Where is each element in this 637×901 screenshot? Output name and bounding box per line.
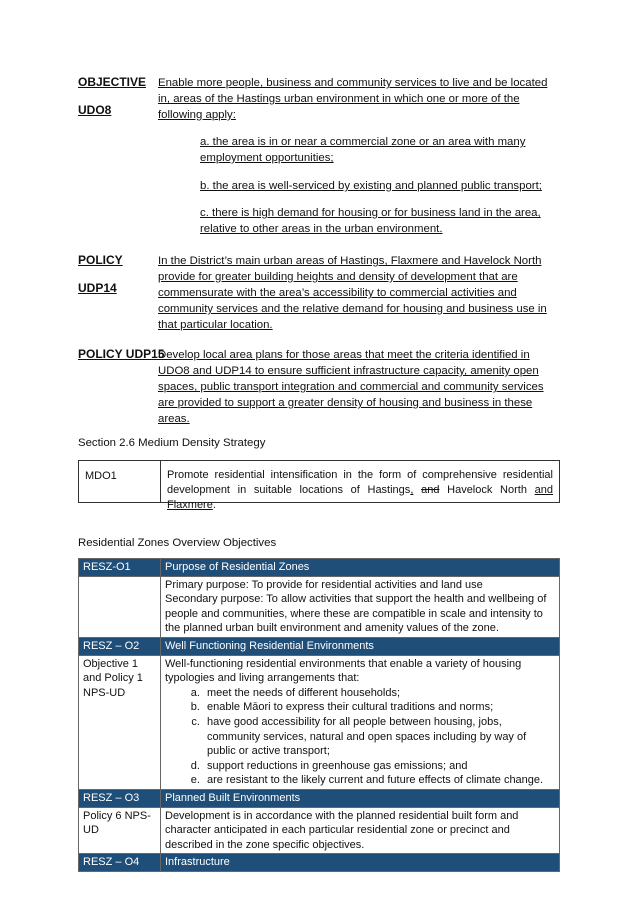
table-row — [79, 807, 560, 854]
mdo1-box — [78, 460, 560, 511]
residential-objectives-table — [78, 558, 560, 872]
mdo1-struck-text: and — [421, 484, 440, 496]
resz-o2-ref: Objective 1 and Policy 1 NPS-UD — [79, 655, 161, 789]
list-item: e. are resistant to the likely current and future effects of climate change. — [203, 773, 555, 788]
objective-item-a: a. the area is in or near a commercial zone or an area with many employment opportunities; — [200, 136, 526, 164]
policy-udp14-code: UDP14 — [78, 281, 117, 295]
list-item: a. meet the needs of different households; — [203, 686, 555, 701]
table-row — [79, 576, 560, 637]
mdo1-text-before: Promote residential intensification in the form of comprehensive residential development in suitable locations of Hastings — [167, 469, 553, 496]
resz-o2-list — [165, 686, 555, 788]
table-row — [79, 789, 560, 807]
mdo1-inserted-text: and Flaxmere — [167, 484, 554, 511]
resz-o1-title: Purpose of Residential Zones — [161, 559, 560, 577]
list-item: c. have good accessibility for all people between housing, jobs, community services, natural and open spaces including by way of public or active transport; — [203, 715, 555, 759]
list-item: b. enable Māori to express their cultural traditions and norms; — [203, 700, 555, 715]
resz-o4-title: Infrastructure — [161, 854, 560, 872]
resz-o1-secondary: Secondary purpose: To allow activities that support the health and wellbeing of people and communities, where these are compatible in scale and intensity to the planned urban built environment and amenity values of the zone. — [165, 593, 547, 635]
resz-o2-title: Well Functioning Residential Environments — [161, 637, 560, 655]
residential-heading: Residential Zones Overview Objectives — [78, 537, 277, 549]
medium-density-heading: Section 2.6 Medium Density Strategy — [78, 437, 266, 449]
objective-item-b: b. the area is well-serviced by existing and planned public transport; — [200, 180, 542, 192]
list-item: d. support reductions in greenhouse gas emissions; and — [203, 759, 555, 774]
table-row — [79, 559, 560, 577]
objective-item-c: c. there is high demand for housing or for business land in the area, relative to other areas in the urban environment. — [200, 207, 541, 235]
resz-o3-id: RESZ – O3 — [79, 789, 161, 807]
table-row — [79, 854, 560, 872]
resz-o3-ref: Policy 6 NPS-UD — [79, 807, 161, 854]
mdo1-text-middle: Havelock North — [439, 484, 535, 496]
policy-udp15-text: Develop local area plans for those areas that meet the criteria identified in UDO8 and UDP14 to ensure sufficient infrastructure capacity, amenity open spaces, public transport integration and commercial and community services are provided to support a greater density of housing and business in these areas. — [158, 349, 544, 425]
table-row — [79, 637, 560, 655]
objective-label: OBJECTIVE — [78, 75, 147, 89]
mdo1-text-end: . — [212, 499, 216, 511]
resz-o3-body: Development is in accordance with the planned residential built form and character anticipated in each particular residential zone or precinct and described in the zone specific objectives. — [161, 807, 560, 854]
resz-o1-primary: Primary purpose: To provide for residential activities and land use — [165, 578, 483, 591]
mdo1-text — [161, 461, 559, 511]
objective-code: UDO8 — [78, 103, 112, 117]
table-row — [79, 655, 560, 789]
resz-o3-title: Planned Built Environments — [161, 789, 560, 807]
resz-o1-id: RESZ-O1 — [79, 559, 161, 577]
resz-o2-id: RESZ – O2 — [79, 637, 161, 655]
policy-udp14-label: POLICY — [78, 253, 123, 267]
resz-o4-id: RESZ – O4 — [79, 854, 161, 872]
policy-udp15-label: POLICY UDP15 — [78, 347, 165, 361]
mdo1-inserted-comma: , — [410, 484, 414, 496]
resz-o1-body — [161, 576, 560, 637]
objective-text: Enable more people, business and community services to live and be located in, areas of the Hastings urban environment in which one or more of the following apply: — [158, 77, 548, 121]
resz-o2-body — [161, 655, 560, 789]
mdo1-id: MDO1 — [79, 461, 161, 502]
resz-o2-intro: Well-functioning residential environments that enable a variety of housing typologies and living arrangements that: — [165, 657, 522, 685]
resz-o1-ref — [79, 576, 161, 637]
policy-udp14-text: In the District’s main urban areas of Hastings, Flaxmere and Havelock North provide for greater building heights and density of development that are commensurate with the area’s accessibility to commercial activities and community services and the relative demand for housing and business use in that particular location. — [158, 255, 547, 331]
